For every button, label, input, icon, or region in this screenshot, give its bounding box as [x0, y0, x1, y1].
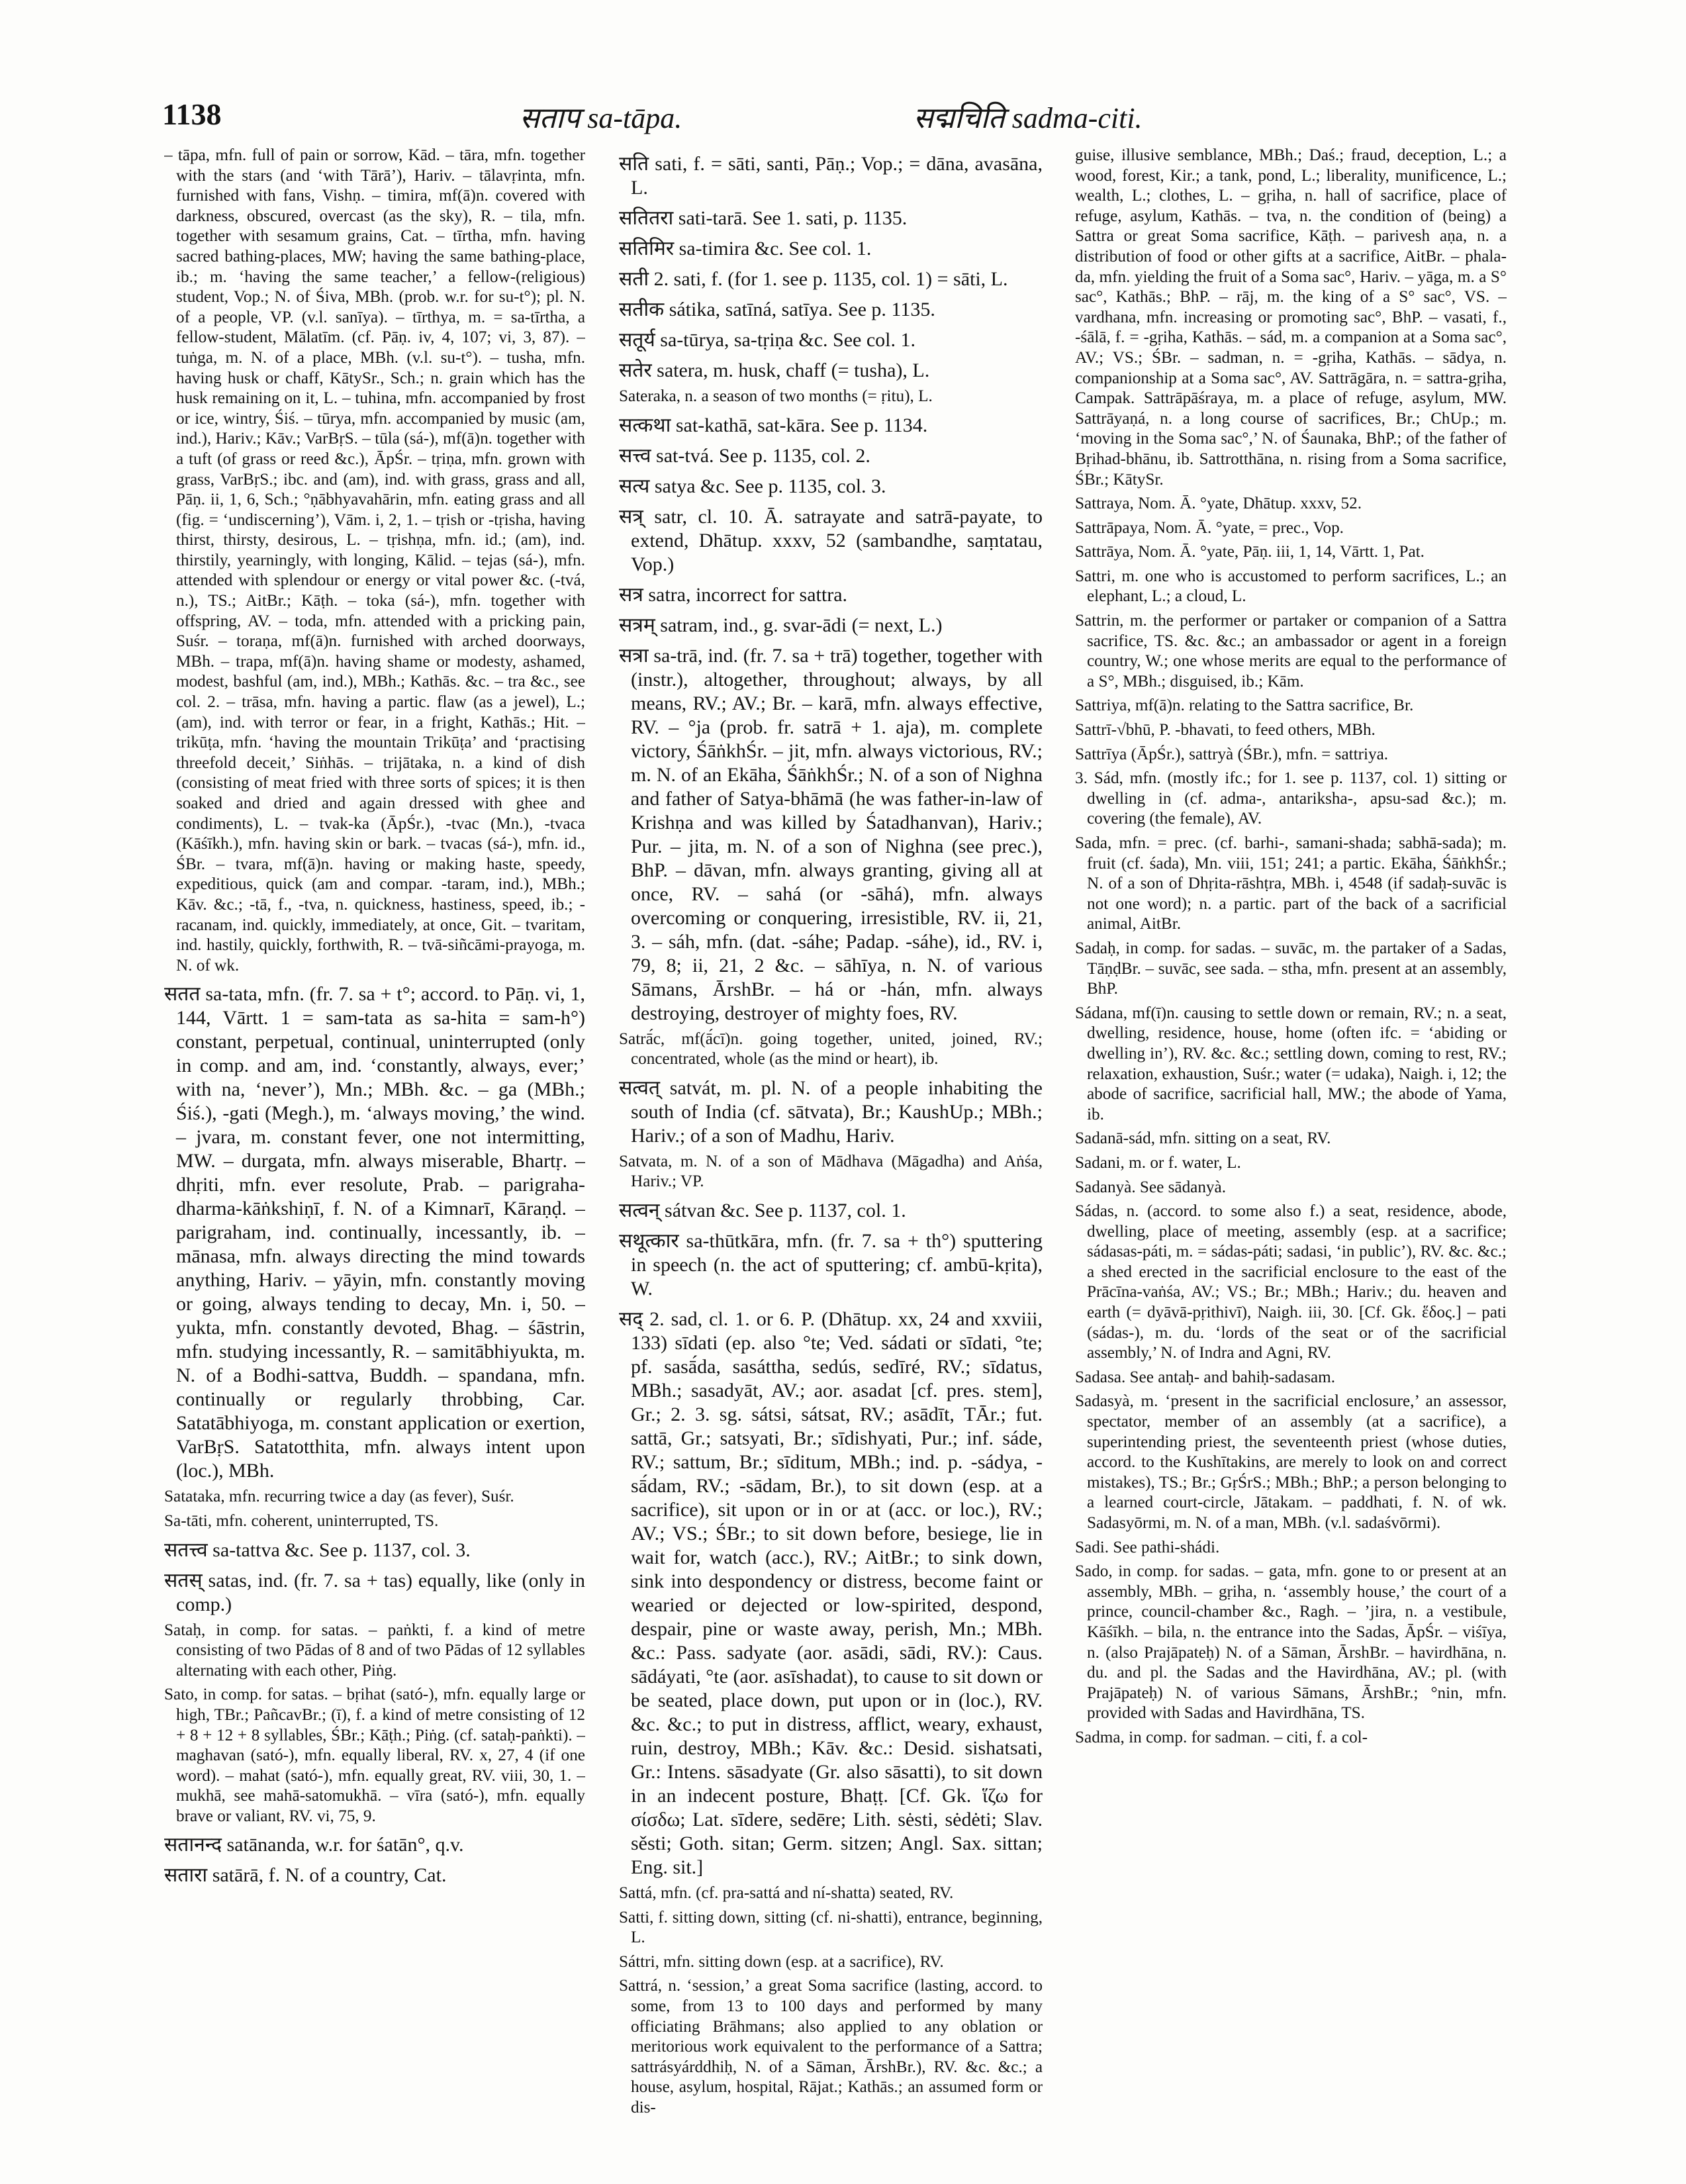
dictionary-entry: Sattraya, Nom. Ā. °yate, Dhātup. xxxv, 52. [1075, 495, 1362, 513]
dictionary-entry: Sa-tāti, mfn. coherent, uninterrupted, TS. [164, 1511, 439, 1530]
dictionary-entry: सत्र् satr, cl. 10. Ā. satrayate and satrā-payate, to extend, Dhātup. xxxv, 52 (sambandhe, saṃtatau, Vop.) [619, 505, 1043, 575]
column-1 [164, 146, 585, 2152]
dictionary-entry: Sato, in comp. for satas. – bṛihat (sató-), mfn. equally large or high, TBr.; PañcavBr.; (ī), f. a kind of metre consisting of 12 + 8 + 12 + 8 syllables, ŚBr.; Kāṭh.; Piṅg. (cf. sataḥ-paṅkti). – maghavan (sató-), mfn. equally liberal, RV. x, 27, 4 (if one word). – mahat (sató-), mfn. equally great, RV. viii, 30, 1. – mukhā, see mahā-satomukhā. – vīra (sató-), mfn. equally brave or valiant, RV. vi, 75, 9. [164, 1685, 585, 1825]
dictionary-entry: Sattri, m. one who is accustomed to perform sacrifices, L.; an elephant, L.; a cloud, L. [1075, 567, 1507, 606]
dictionary-entry: सतत्त्व sa-tattva &c. See p. 1137, col. 3. [164, 1539, 471, 1561]
dictionary-entry: 3. Sád, mfn. (mostly ifc.; for 1. see p. 1137, col. 1) sitting or dwelling in (cf. adma-, antariksha-, apsu-sad &c.); m. covering (the female), AV. [1075, 769, 1507, 828]
dictionary-entry: सथूत्कार sa-thūtkāra, mfn. (fr. 7. sa + th°) sputtering in speech (n. the act of sputtering; cf. ambū-kṛita), W. [619, 1229, 1043, 1300]
dictionary-entry: सत्वन् sátvan &c. See p. 1137, col. 1. [619, 1199, 906, 1221]
dictionary-entry: सतीक sátika, satīná, satīya. See p. 1135. [619, 299, 935, 320]
dictionary-entry: Sadi. See pathi-shádi. [1075, 1538, 1220, 1556]
dictionary-entry: सती 2. sati, f. (for 1. see p. 1135, col. 1) = sāti, L. [619, 268, 1008, 290]
dictionary-entry: सतेर satera, m. husk, chaff (= tusha), L. [619, 359, 930, 381]
dictionary-entry: Sadani, m. or f. water, L. [1075, 1153, 1241, 1172]
dictionary-entry: Sadasyà, m. ‘present in the sacrificial enclosure,’ an assessor, spectator, member of an assembly (at a sacrifice), a superintending priest, the seventeenth priest (whose duties, accord. to the Kushītakins, are merely to look on and correct mistakes), TS.; Br.; GṛŚrS.; MBh.; BhP.; a person belonging to a learned court-circle, Jātakam. – paddhati, f. N. of wk. Sadasyōrmi, m. N. of a man, MBh. (v.l. sadaśvōrmi). [1075, 1392, 1507, 1532]
dictionary-entry: Sattrá, n. ‘session,’ a great Soma sacrifice (lasting, accord. to some, from 13 to 100 days and performed by many officiating Brāhmans; also applied to any oblation or meritorious work equivalent to the performance of a Sattra; sattrásyárddhiḥ, N. of a Sāman, ĀrshBr.), RV. &c. &c.; a house, asylum, hospital, Rājat.; Kathās.; an assumed form or dis- [619, 1977, 1043, 2116]
dictionary-entry: Sattriya, mf(ā)n. relating to the Sattra sacrifice, Br. [1075, 696, 1414, 715]
dictionary-entry: सत्कथा sat-kathā, sat-kāra. See p. 1134. [619, 414, 928, 436]
dictionary-entry: Sattrāya, Nom. Ā. °yate, Pāṇ. iii, 1, 14, Vārtt. 1, Pat. [1075, 543, 1425, 561]
dictionary-entry: guise, illusive semblance, MBh.; Daś.; fraud, deception, L.; a wood, forest, Kir.; a tank, pond, L.; liberality, munificence, L.; wealth, L.; clothes, L. – gṛiha, n. hall of sacrifice, place of refuge, asylum, Kathās. – tva, n. the condition of (being) a Sattra or great Soma sacrifice, Kāṭh. – parivesh aṇa, n. a distribution of food or other gifts at a sacrifice, AitBr. – phala-da, mfn. yielding the fruit of a Soma sac°, Hariv. – yāga, m. a S° sac°, Kathās.; BhP. – rāj, m. the king of a S° sac°, VS. – vardhana, mfn. increasing or promoting sac°, BhP. – vasati, f., -śālā, f. = -gṛiha, Kathās. – sád, m. a companion at a Soma sac°, AV.; VS.; ŚBr. – sadman, n. = -gṛiha, Kathās. – sādya, n. companionship at a Soma sac°, AV. Sattrāgāra, n. = sattra-gṛiha, Campak. Sattrāpāśraya, m. a place of refuge, asylum, MW. Sattrāyaṇá, n. a long course of sacrifices, Br.; ChUp.; m. ‘moving in the Soma sac°,’ N. of Śaunaka, BhP.; of the father of Bṛihad-bhānu, ib. Sattrotthāna, n. rising from a Soma sacrifice, ŚBr.; KātySr. [1075, 146, 1507, 489]
column-3 [1075, 146, 1507, 2152]
dictionary-entry: Sateraka, n. a season of two months (= ṛitu), L. [619, 387, 933, 405]
dictionary-entry: सति sati, f. = sāti, santi, Pāṇ.; Vop.; = dāna, avasāna, L. [619, 153, 1043, 199]
dictionary-entry: सत्य satya &c. See p. 1135, col. 3. [619, 475, 886, 497]
dictionary-entry: Satti, f. sitting down, sitting (cf. ni-shatti), entrance, beginning, L. [619, 1908, 1043, 1947]
dictionary-entry: Sádana, mf(ī)n. causing to settle down or remain, RV.; n. a seat, dwelling, residence, house, home (often ifc. = ‘abiding or dwelling in’), RV. &c. &c.; settling down, coming to rest, RV.; relaxation, exhaustion, Suśr.; water (= udaka), Naigh. i, 12; the abode of sacrifice, sacrificial hall, MW.; the abode of Yama, ib. [1075, 1004, 1507, 1123]
dictionary-entry: सतस् satas, ind. (fr. 7. sa + tas) equally, like (only in comp.) [164, 1569, 585, 1615]
dictionary-entry: सतितरा sati-tarā. See 1. sati, p. 1135. [619, 207, 908, 229]
dictionary-entry: सतानन्द satānanda, w.r. for śatān°, q.v. [164, 1834, 464, 1856]
dictionary-entry: Satataka, mfn. recurring twice a day (as fever), Suśr. [164, 1488, 514, 1506]
dictionary-entry: सत्रम् satram, ind., g. svar-ādi (= next, L.) [619, 614, 943, 636]
dictionary-entry: Satvata, m. N. of a son of Mādhava (Māgadha) and Aṅśa, Hariv.; VP. [619, 1152, 1043, 1191]
dictionary-entry: Sattá, mfn. (cf. pra-sattá and ní-shatta) seated, RV. [619, 1883, 954, 1902]
dictionary-entry: सतत sa-tata, mfn. (fr. 7. sa + t°; accord. to Pāṇ. vi, 1, 144, Vārtt. 1 = sam-tata as sa-hita = sam-h°) constant, perpetual, continual, uninterrupted (only in comp. and am, ind. ‘constantly, always, ever;’ with na, ‘never’), Mn.; MBh. &c. – ga (MBh.; Śiś.), -gati (Megh.), m. ‘always moving,’ the wind. – jvara, m. constant fever, one not intermitting, MW. – durgata, mfn. always miserable, Bhartṛ. – dhṛiti, mfn. ever resolute, Prab. – parigraha-dharma-kāṅkshiṇī, f. N. of a Kimnarī, Kāraṇḍ. – parigraham, ind. continually, incessantly, ib. – mānasa, mfn. always directing the mind towards anything, Hariv. – yāyin, mfn. constantly moving or going, always tending to decay, Mn. i, 50. – yukta, mfn. constantly devoted, Bhag. – śāstrin, mfn. studying incessantly, R. – samitābhiyukta, m. N. of a Bodhi-sattva, Buddh. – spandana, mfn. continually or regularly throbbing, Car. Satatābhiyoga, m. constant application or exertion, VarBṛS. Satatotthita, mfn. always intent upon (loc.), MBh. [164, 983, 585, 1482]
dictionary-entry: सतिमिर sa-timira &c. See col. 1. [619, 238, 872, 260]
dictionary-entry: Sadaḥ, in comp. for sadas. – suvāc, m. the partaker of a Sadas, TāṇḍBr. – suvāc, see sada. – stha, mfn. present at an assembly, BhP. [1075, 939, 1507, 998]
column-2 [619, 146, 1043, 2152]
dictionary-entry: सत्त्व sat-tvá. See p. 1135, col. 2. [619, 444, 870, 467]
right-running-head: सद्मचिति sadma-citi. [913, 102, 1143, 134]
left-running-head: सताप sa-tāpa. [520, 102, 682, 134]
dictionary-entry: Sattrāpaya, Nom. Ā. °yate, = prec., Vop. [1075, 518, 1344, 537]
dictionary-entry: Sada, mfn. = prec. (cf. barhi-, samani-shada; sabhā-sada); m. fruit (cf. śada), Mn. viii, 151; 241; a partic. Ekāha, ŚāṅkhŚr.; N. of a son of Dhṛita-rāshṭra, MBh. i, 4548 (if sadaḥ-suvāc is not one word); n. a partic. part of the back of a sacrificial animal, AitBr. [1075, 834, 1507, 933]
dictionary-entry: Sattrin, m. the performer or partaker or companion of a Sattra sacrifice, TS. &c. &c.; an ambassador or agent in a foreign country, W.; one whose merits are equal to the performance of a S°, MBh.; disguised, ib.; Kām. [1075, 612, 1507, 690]
dictionary-entry: Sadma, in comp. for sadman. – citi, f. a col- [1075, 1728, 1368, 1746]
dictionary-entry: Sáttri, mfn. sitting down (esp. at a sacrifice), RV. [619, 1952, 944, 1971]
dictionary-entry: Sado, in comp. for sadas. – gata, mfn. gone to or present at an assembly, MBh. – gṛiha, n. ‘assembly house,’ the court of a prince, council-chamber &c., Ragh. – ’jira, n. a vestibule, Kāśīkh. – bila, n. the entrance into the Sadas, ĀpŚr. – viśīya, n. (also Prajāpateḥ) N. of a Sāman, ĀrshBr. – havirdhāna, n. du. and pl. the Sadas and the Havirdhāna, AV.; pl. (with Prajāpateḥ) N. of various Sāmans, ĀrshBr.; °nin, mfn. provided with Sadas and Havirdhāna, TS. [1075, 1562, 1507, 1723]
dictionary-entry: Sattrīya (ĀpŚr.), sattryà (ŚBr.), mfn. = sattriya. [1075, 745, 1389, 763]
dictionary-entry: सतारा satārā, f. N. of a country, Cat. [164, 1864, 447, 1887]
dictionary-entry: Satrā́c, mf(ā́cī)n. going together, united, joined, RV.; concentrated, whole (as the mind or heart), ib. [619, 1029, 1043, 1068]
dictionary-entry: Sadanā-sád, mfn. sitting on a seat, RV. [1075, 1129, 1331, 1148]
dictionary-entry: Sattrī-√bhū, P. -bhavati, to feed others, MBh. [1075, 721, 1376, 739]
dictionary-entry: सतूर्य sa-tūrya, sa-tṛiṇa &c. See col. 1. [619, 329, 915, 351]
dictionary-entry: Sataḥ, in comp. for satas. – paṅkti, f. a kind of metre consisting of two Pādas of 8 and of two Pādas of 12 syllables alternating with each other, Piṅg. [164, 1621, 585, 1680]
dictionary-entry: सत्र satra, incorrect for sattra. [619, 583, 848, 606]
dictionary-entry: सत्रा sa-trā, ind. (fr. 7. sa + trā) together, together with (instr.), altogether, throughout; always, by all means, RV.; AV.; Br. – karā, mfn. always effective, RV. – °ja (prob. fr. satrā + 1. aja), m. complete victory, ŚāṅkhŚr. – jit, mfn. always victorious, RV.; m. N. of an Ekāha, ŚāṅkhŚr.; N. of a son of Nighna and father of Satya-bhāmā (he was father-in-law of Krishṇa and was killed by Śatadhanvan), Hariv.; Pur. – jita, m. N. of a son of Nighna (see prec.), BhP. – dāvan, mfn. always granting, giving all at once, RV. – sahá (or -sāhá), mfn. always overcoming or conquering, irresistible, RV. ii, 21, 3. – sáh, mfn. (dat. -sáhe; Padap. -sáhe), id., RV. i, 79, 8; ii, 21, 2 &c. – sāhīya, n. N. of various Sāmans, ĀrshBr. – há or -hán, mfn. always destroying, destroyer of mighty foes, RV. [619, 644, 1043, 1024]
page-number: 1138 [162, 97, 222, 131]
dictionary-entry: सत्वत् satvát, m. pl. N. of a people inhabiting the south of India (cf. sātvata), Br.; KaushUp.; MBh.; Hariv.; of a son of Madhu, Hariv. [619, 1076, 1043, 1147]
dictionary-entry: Sádas, n. (accord. to some also f.) a seat, residence, abode, dwelling, place of meeting, assembly (esp. at a sacrifice; sádasas-páti, m. = sádas-páti; sadasi, ‘in public’), RV. &c. &c.; a shed erected in the sacrificial enclosure to the east of the Prācīna-vaṅśa, AV.; VS.; Br.; MBh.; Hariv.; du. heaven and earth (= dyāvā-pṛithivī), Naigh. iii, 30. [Cf. Gk. ἕδος.] – pati (sádas-), m. du. ‘lords of the seat or of the sacrificial assembly,’ N. of Indra and Agni, RV. [1075, 1202, 1507, 1362]
dictionary-entry: Sadasa. See antaḥ- and bahiḥ-sadasam. [1075, 1368, 1336, 1386]
dictionary-entry: – tāpa, mfn. full of pain or sorrow, Kād. – tāra, mfn. together with the stars (and ‘with Tārā’), Hariv. – tālavṛinta, mfn. furnished with fans, Vishṇ. – timira, mf(ā)n. covered with darkness, obscured, overcast (as the sky), R. – tila, mfn. together with sesamum grains, Cat. – tīrtha, mfn. having sacred bathing-places, MW; having the same bathing-place, ib.; m. ‘having the same teacher,’ a fellow-(religious) student, Vop.; N. of Śiva, MBh. (prob. w.r. for su-t°); pl. N. of a people, VP. (v.l. sanīya). – tīrthya, m. = sa-tīrtha, a fellow-student, Mālatīm. (cf. Pāṇ. iv, 4, 107; vi, 3, 87). – tuṅga, m. N. of a place, MBh. (v.l. su-t°). – tusha, mfn. having husk or chaff, KātySr., Sch.; n. grain which has the husk remaining on it, L. – tuhina, mfn. accompanied by frost or ice, wintry, Śiś. – tūrya, mfn. accompanied by music (am, ind.), Hariv.; Kāv.; VarBṛS. – tūla (sá-), mf(ā)n. together with a tuft (of grass or reed &c.), ĀpŚr. – tṛiṇa, mfn. grown with grass, VarBṛS.; ibc. and (am), ind. with grass, grass and all, Pāṇ. ii, 1, 6, Sch.; °ṇābhyavahārin, mfn. eating grass and all (fig. = ‘undiscerning’), Vām. i, 2, 1. – tṛish or -tṛisha, having thirst, thirsty, desirous, L. – tṛishṇa, mfn. id.; (am), ind. thirstily, yearningly, with longing, Kālid. – tejas (sá-), mfn. attended with splendour or energy or vital power &c. (-tvá, n.), TS.; AitBr.; Kāṭh. – toka (sá-), mfn. together with offspring, AV. – toda, mfn. attended with a pricking pain, Suśr. – toraṇa, mf(ā)n. furnished with arched doorways, MBh. – trapa, mf(ā)n. having shame or modesty, ashamed, modest, bashful (am, ind.), MBh.; Kathās. &c. – tra &c., see col. 2. – trāsa, mfn. having a partic. flaw (as a jewel), L.; (am), ind. with terror or fear, in a fright, Kathās.; Hit. – trikūṭa, mfn. ‘having the mountain Trikūṭa’ and ‘practising threefold deceit,’ Siṅhās. – trijātaka, n. a kind of dish (consisting of meat fried with three sorts of spices; it is then soaked and dried and again dressed with ghee and condiments), L. – tvak-ka (ĀpŚr.), -tvac (Mn.), -tvaca (Kāśīkh.), mfn. having skin or bark. – tvacas (sá-), mfn. id., ŚBr. – tvara, mf(ā)n. having or making haste, speedy, expeditious, quick (am and compar. -taram, ind.), MBh.; Kāv. &c.; -tā, f., -tva, n. quickness, hastiness, speed, ib.; -racanam, ind. quickly, immediately, at once, Git. – tvaritam, ind. hastily, quickly, forthwith, R. – tvā-siñcāmi-prayoga, m. N. of wk. [164, 146, 585, 974]
page-header [162, 97, 1546, 143]
dictionary-entry: Sadanyà. See sādanyà. [1075, 1178, 1227, 1196]
dictionary-entry: सद् 2. sad, cl. 1. or 6. P. (Dhātup. xx, 24 and xxviii, 133) sīdati (ep. also °te; Ved. sádati or sīdati, °te; pf. sasā́da, sasáttha, sedús, sedīré, RV.; sīdatus, MBh.; sasadyāt, AV.; aor. asadat [cf. pres. stem], Gr.; 2. 3. sg. sátsi, sátsat, RV.; asādīt, TĀr.; fut. sattā, Gr.; satsyati, Br.; sīdishyati, Pur.; inf. sáde, RV.; sattum, Br.; sīditum, MBh.; ind. p. -sádya, -sā́dam, RV.; -sādam, Br.), to sit down (esp. at a sacrifice), sit upon or in or at (acc. or loc.), RV.; AV.; VS.; ŚBr.; to sit down before, besiege, lie in wait for, watch (acc.), RV.; AitBr.; to sink down, sink into despondency or distress, become faint or wearied or dejected or low-spirited, despond, despair, pine or waste away, perish, Mn.; MBh. &c.: Pass. sadyate (aor. asādi, sādi, RV.): Caus. sādáyati, °te (aor. asīshadat), to cause to sit down or be seated, place down, put upon or in (loc.), RV. &c. &c.; to put in distress, afflict, weary, exhaust, ruin, destroy, MBh.; Kāv. &c.: Desid. sishatsati, Gr.: Intens. sāsadyate (Gr. also sāsatti), to sit down in an indecent posture, Bhaṭṭ. [Cf. Gk. ἵζω for σίσδω; Lat. sīdere, sedēre; Lith. sėsti, sėdėti; Slav. sěsti; Goth. sitan; Germ. sitzen; Angl. Sax. sittan; Eng. sit.] [619, 1307, 1043, 1878]
